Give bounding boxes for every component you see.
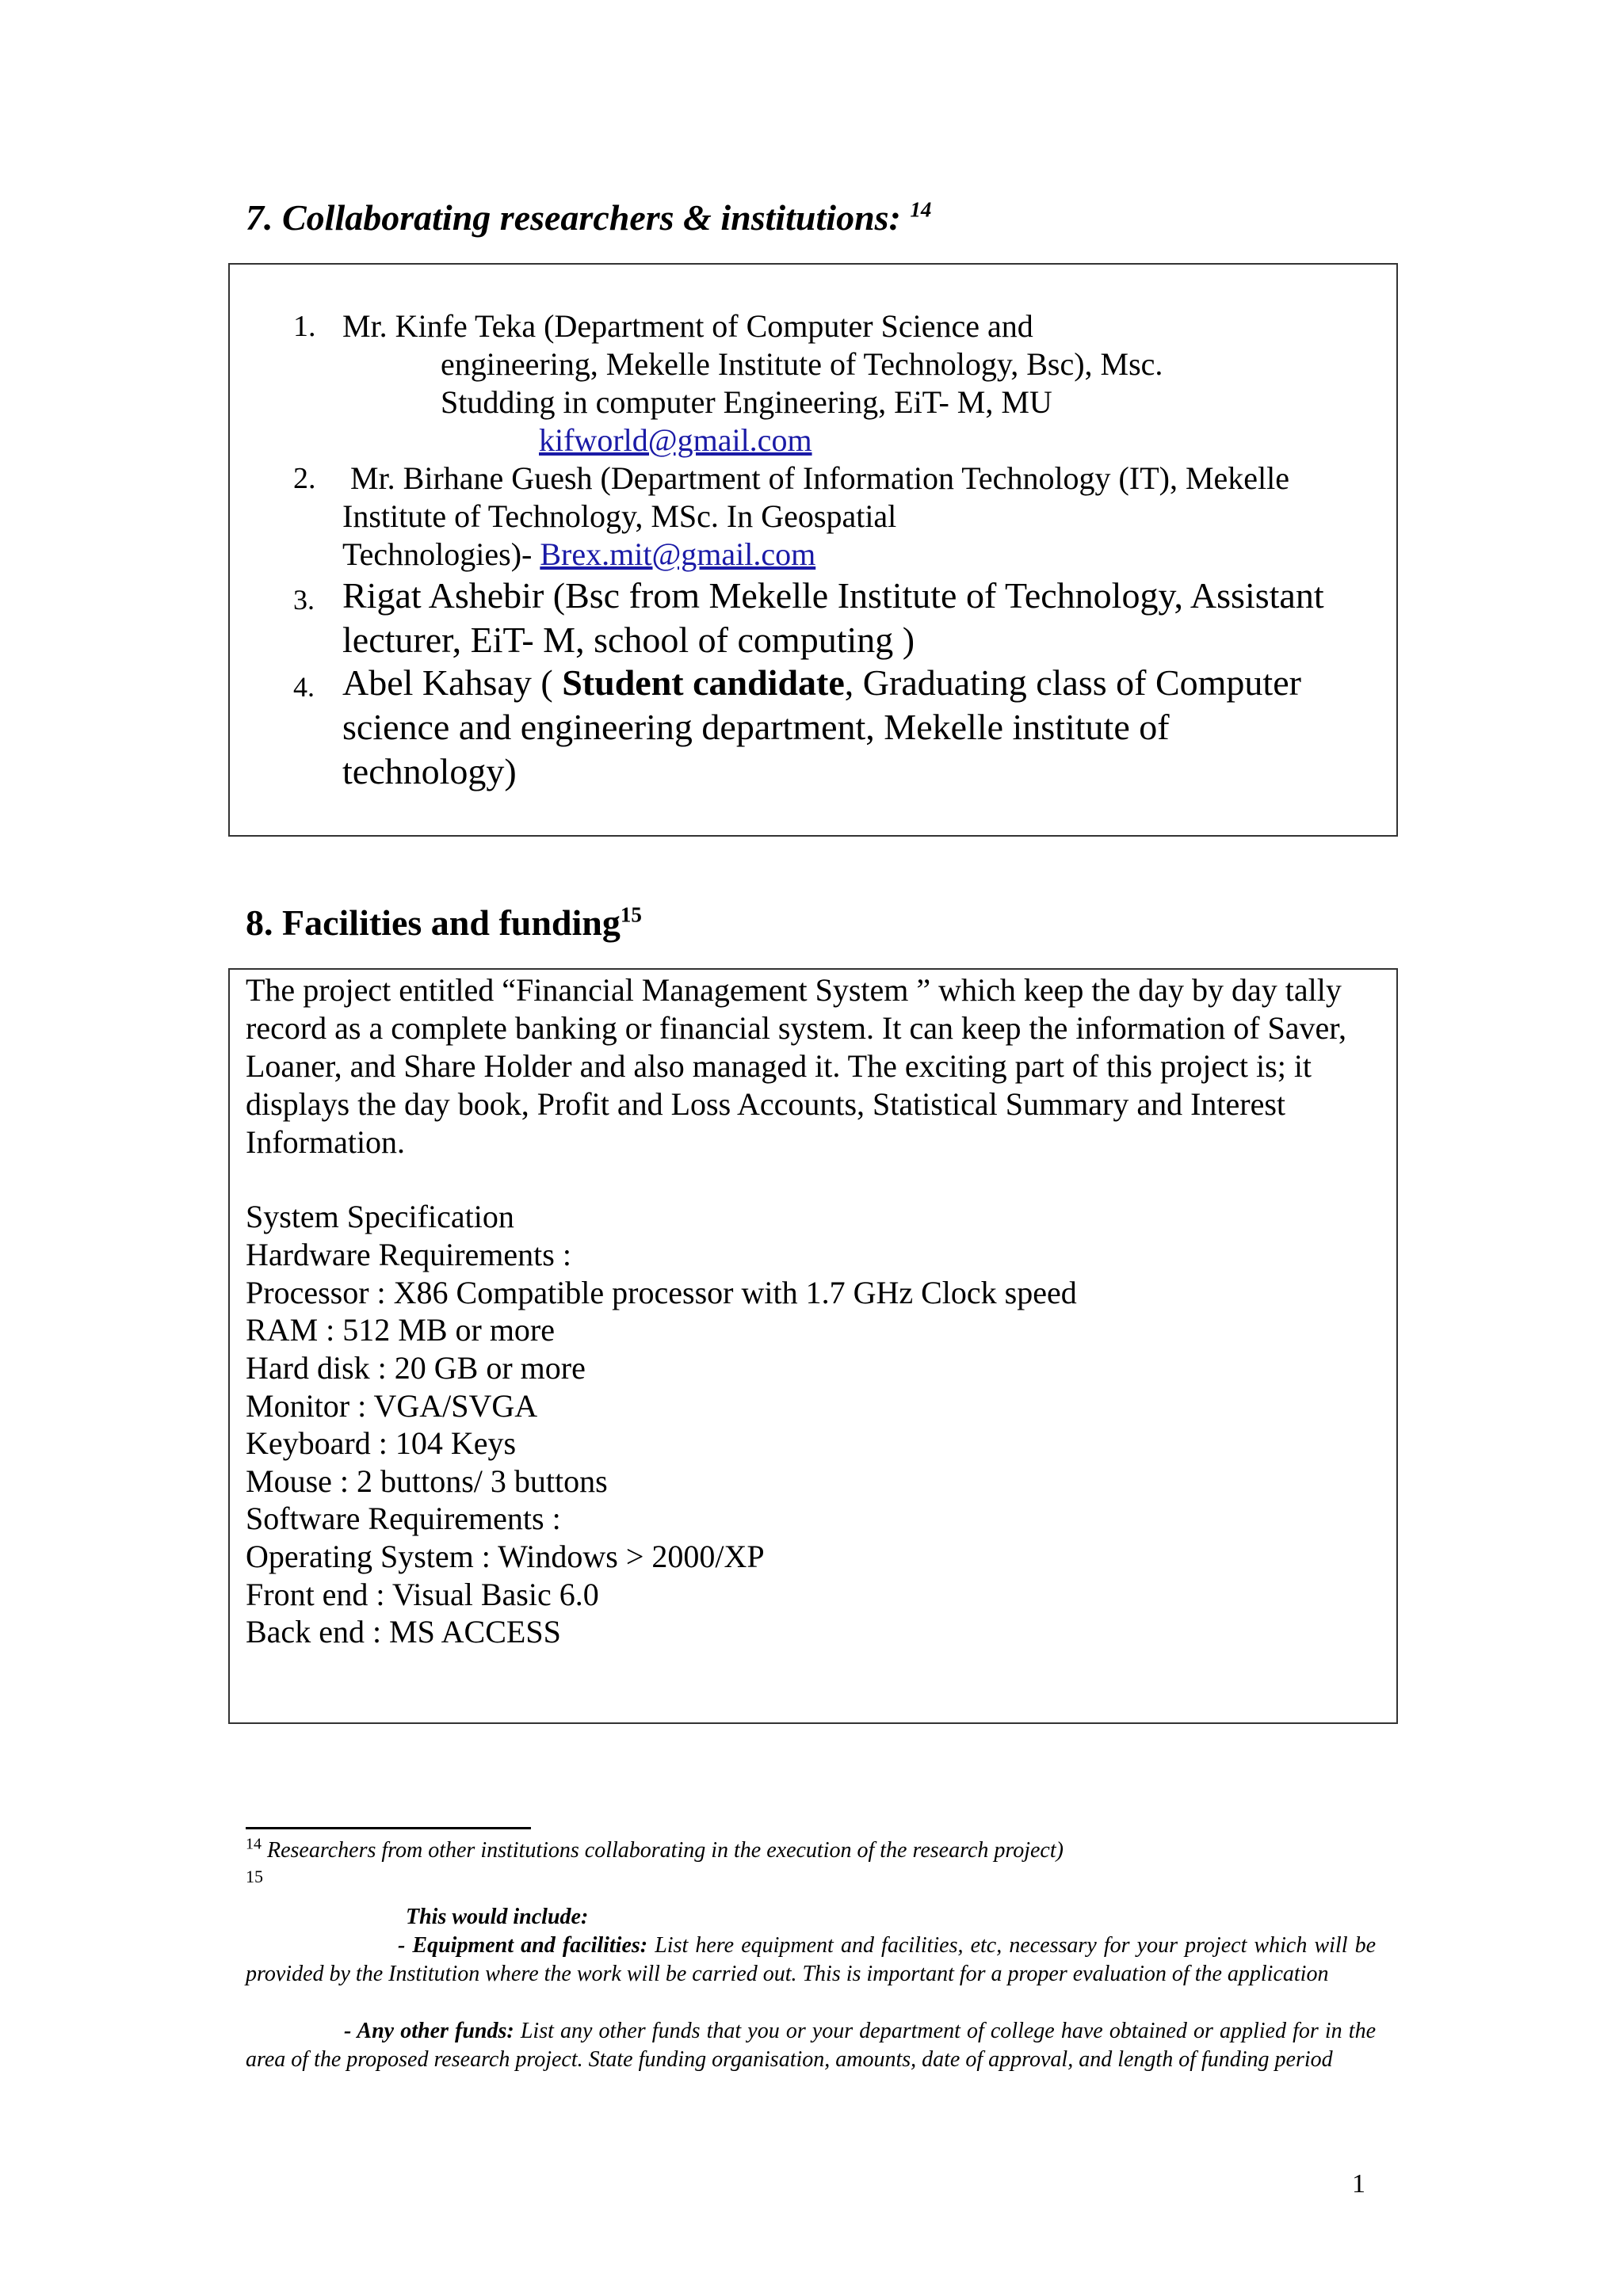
would-include-label: This would include: (406, 1905, 589, 1929)
collaborator-1-line-1: Mr. Kinfe Teka (Department of Computer Science and (342, 308, 1033, 344)
equipment-label: - Equipment and facilities: (398, 1933, 648, 1958)
spec-line: Mouse : 2 buttons/ 3 buttons (246, 1463, 608, 1499)
funds-text: List any other funds that you or your department of college have obtained or applied for in the area of the proposed research project. State funding organisation, amounts, date of approval, and length of funding period (246, 2019, 1377, 2072)
collaborator-4-prefix: Abel Kahsay ( (342, 662, 563, 703)
footnote-15-number: 15 (246, 1867, 263, 1886)
spec-line: RAM : 512 MB or more (246, 1312, 555, 1348)
collaborator-4-line-2: science and engineering department, Mekelle institute of (342, 707, 1170, 747)
paragraph-line: Loaner, and Share Holder and also managed it. The exciting part of this project is; it (246, 1048, 1312, 1084)
spec-line: Front end : Visual Basic 6.0 (246, 1577, 599, 1612)
footnote-14 (246, 1836, 1064, 1865)
email-link[interactable]: kifworld@gmail.com (539, 422, 812, 458)
section-8-heading-text: 8. Facilities and funding (246, 902, 621, 943)
footnote-equipment (246, 1932, 1376, 1989)
collaborator-4-line-3: technology) (342, 751, 517, 791)
spec-line: Hardware Requirements : (246, 1237, 571, 1272)
footnote-14-number: 14 (246, 1835, 262, 1853)
email-link[interactable]: Brex.mit@gmail.com (540, 536, 816, 572)
paragraph-line: The project entitled “Financial Management System ” which keep the day by day tally (246, 972, 1342, 1008)
footnote-separator (246, 1827, 531, 1829)
collaborator-4-suffix: , Graduating class of Computer (844, 662, 1301, 703)
spec-line: Software Requirements : (246, 1501, 561, 1536)
paragraph-line: Information. (246, 1124, 406, 1160)
collaborator-1-line-3: Studding in computer Engineering, EiT- M, MU (441, 384, 1052, 420)
paragraph-line: record as a complete banking or financial system. It can keep the information of Saver, (246, 1010, 1347, 1046)
collaborator-3-line-1: Rigat Ashebir (Bsc from Mekelle Institute of Technology, Assistant (342, 575, 1324, 616)
collaborator-2-line-2: Institute of Technology, MSc. In Geospatial (342, 498, 897, 534)
list-number: 3. (293, 584, 315, 616)
collaborator-2-line-1: Mr. Birhane Guesh (Department of Information Technology (IT), Mekelle (342, 460, 1289, 496)
list-number: 1. (293, 310, 316, 343)
paragraph-line: displays the day book, Profit and Loss Accounts, Statistical Summary and Interest (246, 1086, 1286, 1122)
section-7-heading-text: 7. Collaborating researchers & institutions: (246, 197, 901, 238)
spec-line: Monitor : VGA/SVGA (246, 1388, 538, 1424)
collaborator-1-email[interactable] (539, 421, 812, 460)
collaborator-1-line-2: engineering, Mekelle Institute of Technology, Bsc), Msc. (441, 346, 1163, 382)
section-7-heading (246, 196, 931, 238)
footnote-ref-14[interactable]: 14 (910, 197, 932, 222)
footnote-ref-15[interactable]: 15 (620, 902, 642, 927)
page-number: 1 (1352, 2169, 1365, 2199)
student-candidate-label: Student candidate (562, 662, 845, 703)
list-number: 2. (293, 462, 316, 495)
section-8-heading (246, 902, 642, 944)
spec-line: Processor : X86 Compatible processor with 1.7 GHz Clock speed (246, 1275, 1077, 1310)
spec-line: Hard disk : 20 GB or more (246, 1350, 586, 1386)
footnote-funds (246, 2017, 1376, 2074)
spec-line: Back end : MS ACCESS (246, 1614, 561, 1650)
collaborator-2-line-3 (342, 536, 815, 574)
collaborator-2-line-3-text: Technologies)- (342, 536, 540, 572)
collaborator-4-line-1 (342, 661, 1301, 705)
spec-line: Operating System : Windows > 2000/XP (246, 1539, 765, 1574)
collaborator-3-line-2: lecturer, EiT- M, school of computing ) (342, 620, 915, 660)
spec-line: System Specification (246, 1199, 514, 1234)
equipment-text: List here equipment and facilities, etc, necessary for your project which will be provided by the Institution where the work will be carried out. This is important for a proper evaluation of the application (246, 1933, 1377, 1986)
list-number: 4. (293, 671, 315, 703)
funds-label: - Any other funds: (344, 2019, 514, 2043)
spec-line: Keyboard : 104 Keys (246, 1425, 517, 1461)
footnote-14-text: Researchers from other institutions collaborating in the execution of the research project) (267, 1838, 1064, 1863)
